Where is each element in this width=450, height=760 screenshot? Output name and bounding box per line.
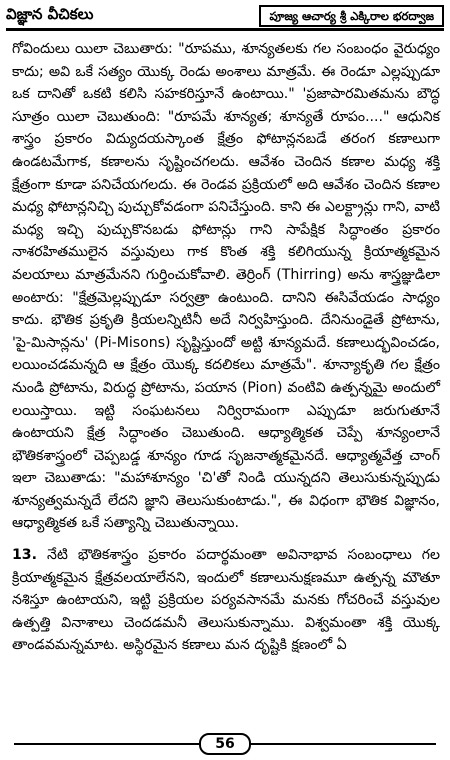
paragraph-2-text: నేటి భౌతికశాస్త్రం ప్రకారం పదార్థమంతా అవినాభావ సంబంధాలు గల క్రియాత్మకమైన క్షేత్రవలయాలేనని, ఇందులో కణాలునుక్షణమూ ఉత్పన్న మౌతూ నశిస్తూ ఉంటాయని, ఇట్టి ప్రక్రియల పర్యవసానమే మనకు గోచరించే వస్తువుల ఉత్పత్తి వినాశాలు చెందడమనీ తెలుసుకున్నాము. విశ్వమంతా శక్తి యొక్క తాండవమన్నమాట.: [12, 547, 441, 654]
paragraph-2-tail: అస్థిరమైన కణాలు మన దృష్టికి క్షణంలో ఏ: [123, 637, 347, 654]
footer-rule-left: [14, 743, 203, 745]
page-footer: [0, 733, 450, 755]
page-body: [12, 38, 440, 657]
paragraph-number: 13.: [12, 547, 37, 564]
paragraph-2: [12, 544, 440, 657]
footer-rule-right: [247, 743, 436, 745]
page-number: 56: [199, 733, 250, 755]
page-header: [6, 4, 444, 31]
paragraph-1: గోవిందులు యిలా చెబుతారు: "రూపము, శూన్యతలకు గల సంబంధం వైరుధ్యం కాదు; అవి ఒకే సత్యం యొక్క రెండు అంశాలు మాత్రమే. ఈ రెండూ ఎల్లప్పుడూ ఒక దానితో ఒకటి కలిసి సహకరిస్తూనే ఉంటాయి." 'ప్రజాపారమితమను బౌద్ధ సూత్రం యిలా చెబుతుంది: "రూపమే శూన్యత; శూన్యతే రూపం...." ఆధునిక శాస్త్రం ప్రకారం విద్యుదయస్కాంత క్షేత్రం ఫోటాన్లనబడే తరంగ కణాలుగా ఉండటమేగాక, కణాలను సృష్టించగలదు. ఆవేశం చెందిన కణాల మధ్య శక్తి క్షేత్రంగా కూడా పనిచేయగలదు. ఈ రెండవ ప్రక్రియలో అది ఆవేశం చెందిన కణాల మధ్య ఫోటాన్లనిచ్చి పుచ్చుకోవడంగా పనిచేస్తుంది. కాని ఈ ఎలక్ట్రాన్లు గాని, వాటి మధ్య ఇచ్చి పుచ్చుకొనబడు ఫోటాన్లు గాని సాపేక్షిక సిద్ధాంతం ప్రకారం నాశరహితములైన వస్తువులు గాక కొంత శక్తి కలిగియున్న క్రియాత్మకమైన వలయాలు మాత్రమేనని గుర్తించుకోవాలి. తెర్రింగ్ (Thirring) అను శాస్త్రజ్ఞుడిలా అంటారు: "క్షేత్రమెల్లప్పుడూ సర్వత్రా ఉంటుంది. దానిని ఈసివేయడం సాధ్యం కాదు. భౌతిక ప్రకృతి క్రియలన్నిటినీ అదే నిర్వహిస్తుంది. దేనినుండైతే ప్రోటాను, 'పై-మిసాన్లను' (Pi-Misons) సృష్టిస్తుందో అట్టి శూన్యమదే. కణాలుద్భవించడం, లయించడమన్నది ఆ క్షేత్రం యొక్క కదలికలు మాత్రమే". శూన్యాకృతి గల క్షేత్రం నుండి ప్రోటాను, విరుద్ధ ప్రోటాను, పయాన (Pion) వంటివి ఉత్పన్నమై అందులో లయిస్తాయి. ఇట్టి సంఘటనలు నిర్విరామంగా ఎప్పుడూ జరుగుతూనే ఉంటాయని క్షేత్ర సిద్ధాంతం చెబుతుంది. ఆధ్యాత్మికత చెప్పే శూన్యంలానే భౌతికశాస్త్రంలో చెప్పబడ్డ శూన్యం గూడ సృజనాత్మకమైనదే. ఆధ్యాత్మవేత్త చాంగ్‌ ఇలా చెబుతాడు: "మహాశూన్యం 'చి'తో నిండి యున్నదని తెలుసుకున్నప్పుడు శూన్యత్వమన్నదే లేదని జ్ఞాని తెలుసుకుంటాడు.", ఈ విధంగా భౌతిక విజ్ఞానం, ఆధ్యాత్మికత ఒకే సత్యాన్ని చెబుతున్నాయి.: [12, 41, 440, 532]
book-title: విజ్ఞాన వీచికలు: [6, 5, 94, 23]
author-name: పూజ్య ఆచార్య శ్రీ ఎక్కిరాల భరద్వాజ: [259, 5, 444, 27]
